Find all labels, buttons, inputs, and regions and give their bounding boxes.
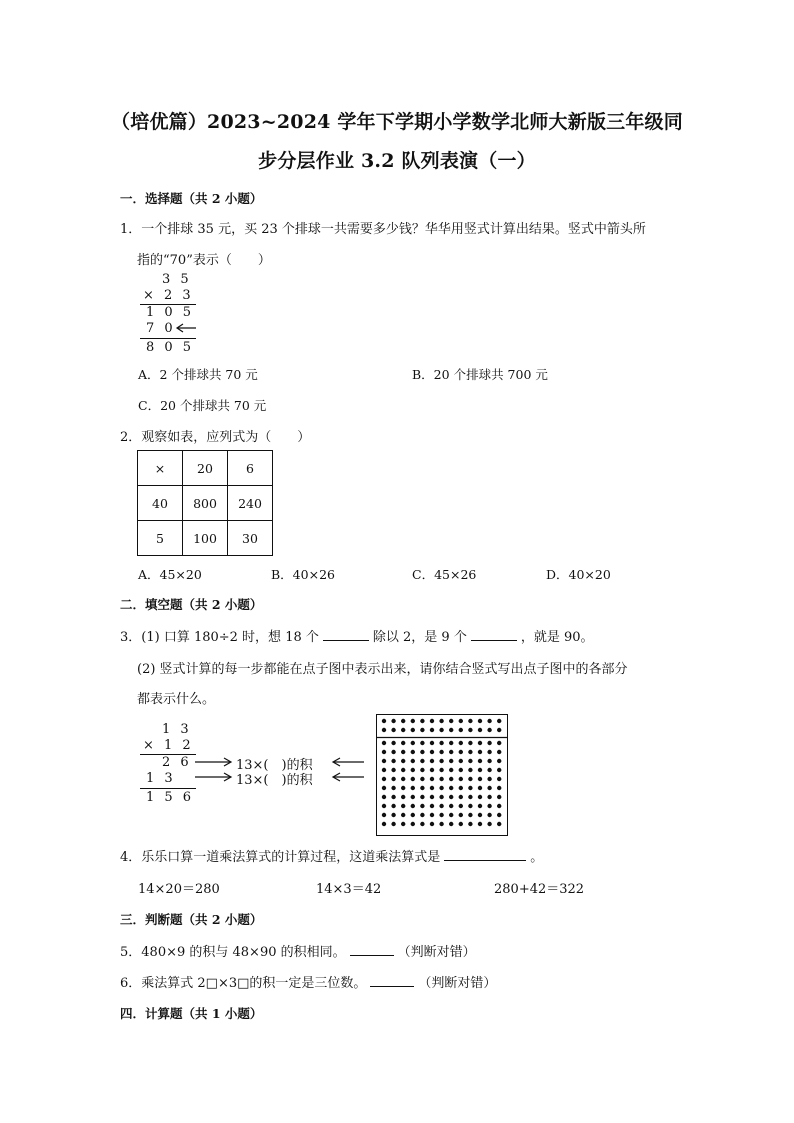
dot: [439, 741, 443, 745]
q3-part1-a: 3．(1) 口算 180÷2 时，想 18 个: [120, 630, 319, 645]
dot: [478, 768, 482, 772]
dot: [478, 804, 482, 808]
dot: [420, 728, 424, 732]
dot: [411, 786, 415, 790]
dot: [468, 728, 472, 732]
dot: [411, 750, 415, 754]
dot: [468, 804, 472, 808]
dot: [449, 795, 453, 799]
dot: [468, 768, 472, 772]
q2-option-a[interactable]: A．45×20: [138, 567, 202, 582]
dot: [487, 804, 491, 808]
dot: [382, 786, 386, 790]
q2-option-d[interactable]: D．40×20: [546, 567, 611, 582]
dot: [420, 777, 424, 781]
dot: [478, 786, 482, 790]
dot: [439, 719, 443, 723]
answer-blank[interactable]: [471, 628, 517, 641]
q3-label-1: 13×( )的积: [236, 758, 313, 773]
q3-vert-row5: 1 5 6: [146, 790, 195, 805]
dot: [382, 759, 386, 763]
q1-stem-line2: 指的“70”表示（ ）: [137, 253, 271, 268]
dot: [391, 822, 395, 826]
section-calc: 四．计算题（共 1 小题）: [120, 1006, 263, 1021]
dot: [487, 741, 491, 745]
answer-blank[interactable]: [350, 943, 394, 956]
q1-stem-line1: 1．一个排球 35 元，买 23 个排球一共需要多少钱？华华用竖式计算出结果。竖式中箭头所: [120, 222, 646, 237]
dot: [430, 822, 434, 826]
dot: [382, 777, 386, 781]
dot: [382, 822, 386, 826]
dot: [459, 759, 463, 763]
dot: [391, 741, 395, 745]
dot: [459, 804, 463, 808]
dot: [478, 719, 482, 723]
q4-step-3: 280+42＝322: [494, 882, 585, 897]
dot: [459, 750, 463, 754]
dot: [449, 759, 453, 763]
dot: [411, 813, 415, 817]
dot: [497, 777, 501, 781]
dot: [487, 822, 491, 826]
dot: [487, 786, 491, 790]
dot: [411, 795, 415, 799]
q5-line: [120, 941, 476, 960]
dot: [459, 719, 463, 723]
dot: [487, 728, 491, 732]
dot: [420, 759, 424, 763]
dot: [411, 777, 415, 781]
dot: [449, 822, 453, 826]
dot: [430, 777, 434, 781]
q3-vert-row2: × 1 2: [143, 738, 194, 753]
dot: [382, 741, 386, 745]
q4-end: 。: [530, 850, 544, 865]
q1-arrow-icon: [175, 322, 197, 334]
q5-text: 5．480×9 的积与 48×90 的积相同。: [120, 945, 346, 960]
q4-stem-line: [120, 846, 543, 865]
q1-vert-row5: 8 0 5: [146, 340, 195, 355]
dot: [411, 719, 415, 723]
table-cell: 5: [138, 521, 183, 556]
q4-step-2: 14×3＝42: [316, 882, 382, 897]
q1-option-a[interactable]: A．2 个排球共 70 元: [138, 367, 258, 382]
dot: [420, 786, 424, 790]
dot: [430, 741, 434, 745]
dot: [420, 813, 424, 817]
table-cell: 20: [183, 451, 228, 486]
dot: [401, 750, 405, 754]
dot: [449, 750, 453, 754]
dot: [391, 804, 395, 808]
q1-option-b[interactable]: B．20 个排球共 700 元: [412, 367, 548, 382]
dot: [468, 750, 472, 754]
dot: [430, 795, 434, 799]
dot: [478, 759, 482, 763]
table-cell: 30: [228, 521, 273, 556]
dot: [459, 741, 463, 745]
dot: [478, 750, 482, 754]
dot: [487, 813, 491, 817]
q6-text: 6．乘法算式 2□×3□的积一定是三位数。: [120, 976, 367, 991]
dot: [430, 804, 434, 808]
answer-blank[interactable]: [323, 628, 369, 641]
dot: [401, 795, 405, 799]
dot: [411, 822, 415, 826]
dot: [459, 768, 463, 772]
answer-blank[interactable]: [444, 848, 526, 861]
q1-vert-row4: 7 0: [146, 321, 176, 336]
dot: [459, 777, 463, 781]
dot: [420, 750, 424, 754]
dot: [459, 786, 463, 790]
dot: [449, 786, 453, 790]
q2-multiplication-table: [137, 450, 273, 556]
dot: [401, 759, 405, 763]
dot: [487, 795, 491, 799]
dot: [487, 777, 491, 781]
dot: [439, 728, 443, 732]
q3-vert-row4: 1 3: [146, 771, 176, 786]
q3-vert-row3: 2 6: [162, 755, 192, 770]
dot: [401, 768, 405, 772]
dot: [487, 759, 491, 763]
q3-part1: [120, 626, 594, 645]
dot: [449, 777, 453, 781]
dot: [497, 719, 501, 723]
dot: [430, 813, 434, 817]
dot: [478, 813, 482, 817]
dot: [439, 786, 443, 790]
dot: [468, 813, 472, 817]
dot-array-diagram: [376, 714, 508, 836]
dot: [497, 822, 501, 826]
dot: [382, 719, 386, 723]
dot: [430, 750, 434, 754]
dot: [468, 741, 472, 745]
dot: [391, 719, 395, 723]
dot: [468, 719, 472, 723]
dot: [391, 768, 395, 772]
dot: [459, 795, 463, 799]
dot: [468, 777, 472, 781]
dot: [430, 719, 434, 723]
q3-vert-line2: [140, 788, 196, 789]
dot: [478, 741, 482, 745]
dot: [382, 804, 386, 808]
dot: [382, 813, 386, 817]
dot: [497, 768, 501, 772]
dot: [497, 741, 501, 745]
dot: [459, 728, 463, 732]
q2-option-b[interactable]: B．40×26: [271, 567, 335, 582]
dot: [459, 813, 463, 817]
dot: [468, 795, 472, 799]
dot: [401, 777, 405, 781]
q3-label-2: 13×( )的积: [236, 773, 313, 788]
dot: [487, 768, 491, 772]
dot: [401, 719, 405, 723]
dot: [411, 759, 415, 763]
q5-tail: （判断对错）: [397, 945, 476, 960]
left-arrow-icon: [330, 755, 366, 785]
dot: [497, 813, 501, 817]
dot: [439, 813, 443, 817]
dot: [391, 795, 395, 799]
dot: [468, 759, 472, 763]
dot: [478, 777, 482, 781]
dot: [391, 777, 395, 781]
dot: [420, 719, 424, 723]
dot: [420, 804, 424, 808]
section-fill: 二．填空题（共 2 小题）: [120, 597, 263, 612]
q1-vert-row1: 3 5: [162, 272, 192, 287]
table-cell: 800: [183, 486, 228, 521]
dot: [449, 719, 453, 723]
q4-step-1: 14×20＝280: [138, 882, 220, 897]
q3-part2-line1: (2) 竖式计算的每一步都能在点子图中表示出来，请你结合竖式写出点子图中的各部分: [137, 662, 628, 677]
dot: [497, 750, 501, 754]
dot: [439, 759, 443, 763]
dot: [439, 822, 443, 826]
dot: [411, 741, 415, 745]
dot: [468, 822, 472, 826]
dot: [439, 750, 443, 754]
dot: [449, 741, 453, 745]
table-cell: 240: [228, 486, 273, 521]
q6-tail: （判断对错）: [418, 976, 497, 991]
dot: [401, 813, 405, 817]
dot: [449, 728, 453, 732]
dot: [487, 750, 491, 754]
dot: [391, 786, 395, 790]
dot: [439, 795, 443, 799]
q1-vert-row2: × 2 3: [143, 288, 194, 303]
right-arrow-icon: [194, 755, 234, 785]
dot: [401, 804, 405, 808]
table-cell: 6: [228, 451, 273, 486]
dot: [497, 759, 501, 763]
dot: [401, 786, 405, 790]
dot: [449, 804, 453, 808]
q2-option-c[interactable]: C．45×26: [412, 567, 477, 582]
dot: [439, 804, 443, 808]
table-cell: ×: [138, 451, 183, 486]
dot: [497, 786, 501, 790]
q1-vert-line2: [140, 338, 196, 339]
q6-line: [120, 972, 496, 991]
dot: [430, 768, 434, 772]
dot: [420, 795, 424, 799]
dot: [497, 795, 501, 799]
title-line-2: 步分层作业 3.2 队列表演（一）: [258, 150, 536, 172]
q1-vert-row3: 1 0 5: [146, 305, 195, 320]
dot: [449, 768, 453, 772]
dot: [497, 804, 501, 808]
dot: [420, 768, 424, 772]
dot: [478, 795, 482, 799]
dot: [391, 759, 395, 763]
table-cell: 40: [138, 486, 183, 521]
q4-stem: 4．乐乐口算一道乘法算式的计算过程，这道乘法算式是: [120, 850, 441, 865]
dot: [382, 768, 386, 772]
dot: [401, 728, 405, 732]
q3-part1-c: ，就是 90。: [520, 630, 594, 645]
dot: [439, 768, 443, 772]
dot: [391, 750, 395, 754]
section-judge: 三．判断题（共 2 小题）: [120, 912, 263, 927]
dot: [468, 786, 472, 790]
dot-array: [377, 715, 507, 835]
dot: [382, 750, 386, 754]
section-choice: 一．选择题（共 2 小题）: [120, 191, 263, 206]
dot: [391, 728, 395, 732]
dot: [430, 759, 434, 763]
dot: [411, 728, 415, 732]
dot: [430, 728, 434, 732]
dot: [411, 804, 415, 808]
q2-stem: 2．观察如表，应列式为（ ）: [120, 430, 311, 445]
table-cell: 100: [183, 521, 228, 556]
q3-vert-row1: 1 3: [162, 722, 192, 737]
dot: [391, 813, 395, 817]
dot: [382, 795, 386, 799]
dot: [459, 822, 463, 826]
q1-option-c[interactable]: C．20 个排球共 70 元: [138, 398, 267, 413]
dot: [478, 728, 482, 732]
dot: [487, 719, 491, 723]
title-line-1: （培优篇）2023~2024 学年下学期小学数学北师大新版三年级同: [111, 111, 683, 133]
answer-blank[interactable]: [370, 974, 414, 987]
dot: [401, 741, 405, 745]
dot: [439, 777, 443, 781]
dot: [478, 822, 482, 826]
dot: [382, 728, 386, 732]
q3-part2-line2: 都表示什么。: [137, 692, 216, 707]
dot: [401, 822, 405, 826]
dot: [420, 741, 424, 745]
dot: [411, 768, 415, 772]
dot: [420, 822, 424, 826]
q3-part1-b: 除以 2，是 9 个: [372, 630, 467, 645]
dot: [497, 728, 501, 732]
dot: [430, 786, 434, 790]
dot: [449, 813, 453, 817]
